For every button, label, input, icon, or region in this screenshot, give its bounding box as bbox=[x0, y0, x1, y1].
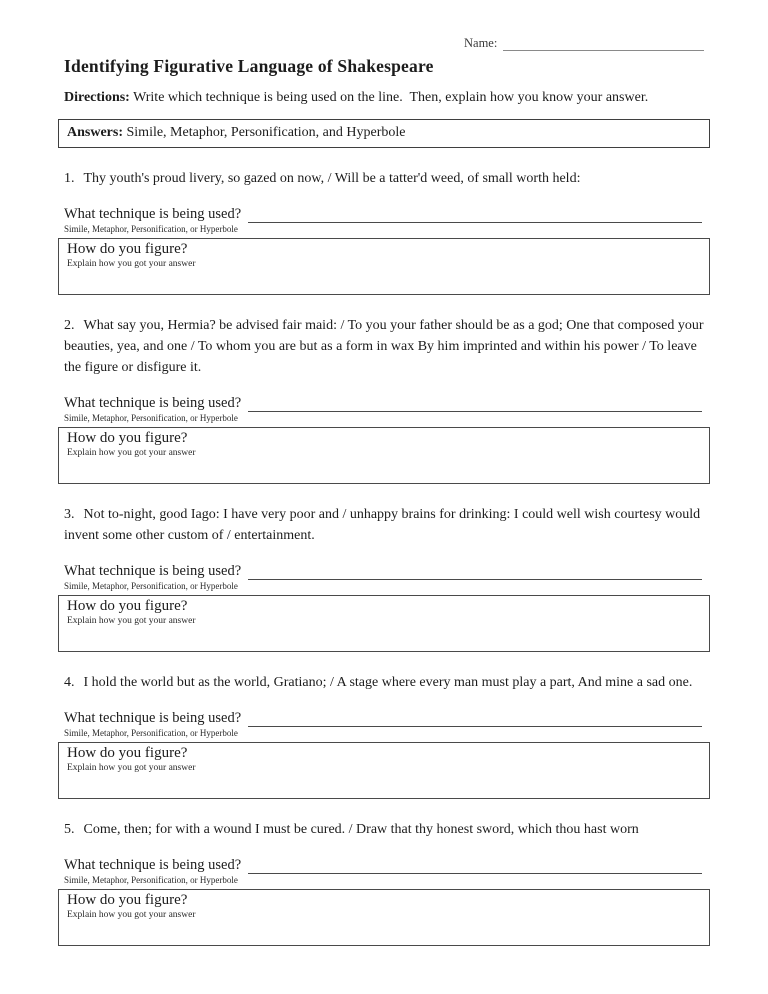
name-label: Name: bbox=[464, 36, 498, 50]
question-quote-text: Not to-night, good Iago: I have very poor and / unhappy brains for drinking: I could well wish courtesy would invent some other custom of / entertainment. bbox=[64, 507, 704, 543]
technique-blank-line bbox=[248, 565, 702, 580]
question-quote-text: Thy youth's proud livery, so gazed on now, / Will be a tatter'd weed, of small worth held: bbox=[83, 171, 581, 186]
answers-label: Answers: bbox=[67, 125, 123, 140]
technique-hint: Simile, Metaphor, Personification, or Hyperbole bbox=[64, 875, 238, 885]
figure-answer-box bbox=[58, 238, 710, 295]
technique-hint: Simile, Metaphor, Personification, or Hyperbole bbox=[64, 413, 238, 423]
technique-question-label: What technique is being used? bbox=[64, 857, 242, 873]
question-quote bbox=[58, 315, 710, 378]
answers-text: Simile, Metaphor, Personification, and Hyperbole bbox=[126, 125, 406, 140]
figure-question-label: How do you figure? bbox=[67, 241, 188, 257]
technique-blank-line bbox=[248, 397, 702, 412]
figure-hint: Explain how you got your answer bbox=[67, 259, 196, 269]
technique-hint: Simile, Metaphor, Personification, or Hyperbole bbox=[64, 224, 238, 234]
directions bbox=[58, 90, 710, 106]
question-number: 2. bbox=[64, 318, 75, 333]
page-title: Identifying Figurative Language of Shakespeare bbox=[64, 56, 434, 76]
question-number: 5. bbox=[64, 822, 75, 837]
question-quote bbox=[58, 672, 710, 693]
name-blank-line bbox=[503, 37, 704, 51]
figure-answer-box bbox=[58, 742, 710, 799]
technique-question-row bbox=[58, 204, 710, 223]
technique-hint: Simile, Metaphor, Personification, or Hyperbole bbox=[64, 728, 238, 738]
question-quote-text: I hold the world but as the world, Gratiano; / A stage where every man must play a part, And mine a sad one. bbox=[83, 675, 693, 690]
figure-answer-box bbox=[58, 889, 710, 946]
technique-question-row bbox=[58, 855, 710, 874]
question-block-5 bbox=[58, 819, 710, 946]
technique-question-row bbox=[58, 393, 710, 412]
figure-question-label: How do you figure? bbox=[67, 430, 188, 446]
technique-question-row bbox=[58, 561, 710, 580]
question-number: 4. bbox=[64, 675, 75, 690]
directions-label: Directions: bbox=[64, 90, 130, 105]
technique-blank-line bbox=[248, 208, 702, 223]
directions-text: Write which technique is being used on the line. Then, explain how you know your answer. bbox=[133, 90, 649, 105]
question-quote bbox=[58, 819, 710, 840]
question-number: 3. bbox=[64, 507, 75, 522]
technique-blank-line bbox=[248, 712, 702, 727]
question-quote-text: Come, then; for with a wound I must be cured. / Draw that thy honest sword, which thou hast worn bbox=[83, 822, 639, 837]
technique-question-row bbox=[58, 708, 710, 727]
question-quote bbox=[58, 168, 710, 189]
answers-box bbox=[58, 119, 710, 148]
question-block-3 bbox=[58, 504, 710, 652]
technique-blank-line bbox=[248, 859, 702, 874]
question-block-4 bbox=[58, 672, 710, 799]
question-block-1 bbox=[58, 168, 710, 295]
technique-hint: Simile, Metaphor, Personification, or Hyperbole bbox=[64, 581, 238, 591]
figure-question-label: How do you figure? bbox=[67, 745, 188, 761]
technique-question-label: What technique is being used? bbox=[64, 563, 242, 579]
name-field-row bbox=[464, 34, 704, 51]
technique-question-label: What technique is being used? bbox=[64, 395, 242, 411]
question-quote-text: What say you, Hermia? be advised fair maid: / To you your father should be as a god; One that composed your beauties, yea, and one / To whom you are but as a form in wax By him imprinted and within his power / To leave the figure or disfigure it. bbox=[64, 318, 708, 375]
figure-hint: Explain how you got your answer bbox=[67, 616, 196, 626]
figure-answer-box bbox=[58, 595, 710, 652]
figure-hint: Explain how you got your answer bbox=[67, 448, 196, 458]
figure-question-label: How do you figure? bbox=[67, 598, 188, 614]
technique-question-label: What technique is being used? bbox=[64, 206, 242, 222]
figure-question-label: How do you figure? bbox=[67, 892, 188, 908]
question-number: 1. bbox=[64, 171, 75, 186]
figure-hint: Explain how you got your answer bbox=[67, 910, 196, 920]
technique-question-label: What technique is being used? bbox=[64, 710, 242, 726]
figure-answer-box bbox=[58, 427, 710, 484]
question-block-2 bbox=[58, 315, 710, 484]
figure-hint: Explain how you got your answer bbox=[67, 763, 196, 773]
question-quote bbox=[58, 504, 710, 546]
